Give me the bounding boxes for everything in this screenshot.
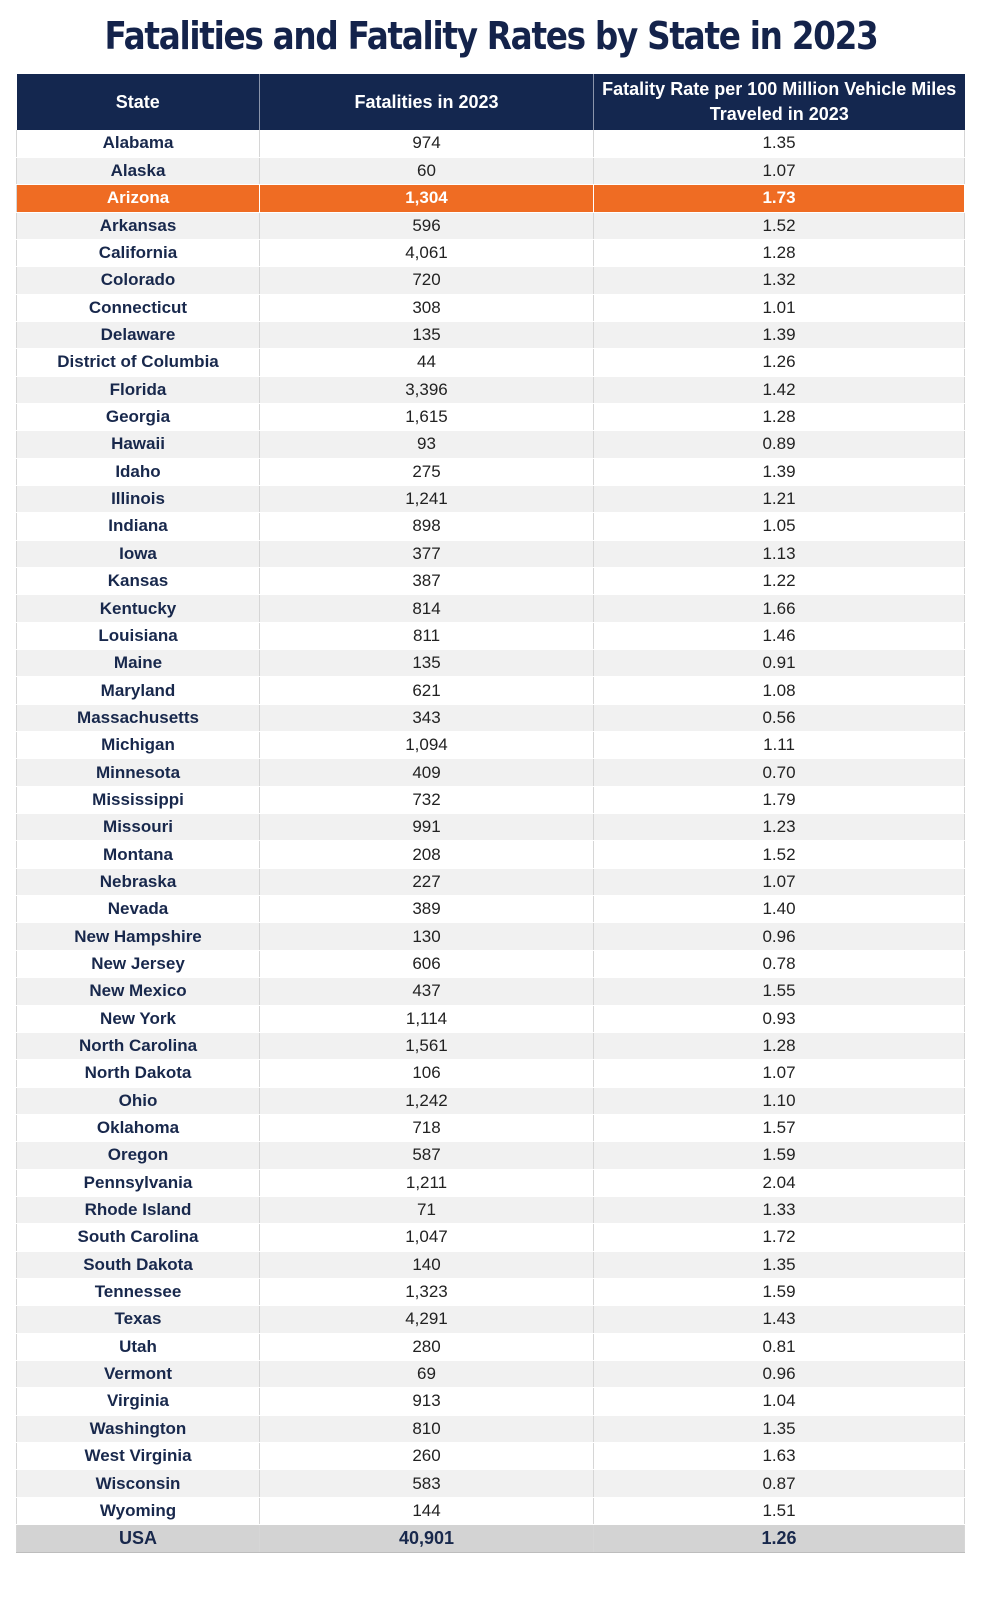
table-row xyxy=(17,650,965,677)
cell-fatalities: 106 xyxy=(260,1060,594,1087)
cell-fatalities: 596 xyxy=(260,212,594,239)
table-row xyxy=(17,595,965,622)
cell-fatalities: 275 xyxy=(260,458,594,485)
cell-fatalities: 810 xyxy=(260,1415,594,1442)
cell-state: Delaware xyxy=(17,321,260,348)
cell-fatalities: 991 xyxy=(260,814,594,841)
cell-fatalities: 606 xyxy=(260,950,594,977)
cell-fatalities: 1,242 xyxy=(260,1087,594,1114)
cell-fatalities: 135 xyxy=(260,321,594,348)
cell-fatalities: 4,291 xyxy=(260,1306,594,1333)
cell-rate: 1.07 xyxy=(594,157,965,184)
cell-fatalities: 4,061 xyxy=(260,239,594,266)
cell-rate: 1.04 xyxy=(594,1388,965,1415)
cell-rate: 1.28 xyxy=(594,239,965,266)
cell-state: Massachusetts xyxy=(17,704,260,731)
cell-state: Missouri xyxy=(17,814,260,841)
cell-fatalities: 69 xyxy=(260,1360,594,1387)
cell-fatalities: 814 xyxy=(260,595,594,622)
cell-fatalities: 227 xyxy=(260,868,594,895)
cell-state: Wyoming xyxy=(17,1497,260,1524)
cell-state: Kentucky xyxy=(17,595,260,622)
cell-rate: 1.13 xyxy=(594,540,965,567)
cell-state: Nebraska xyxy=(17,868,260,895)
table-row xyxy=(17,1415,965,1442)
cell-rate: 1.23 xyxy=(594,814,965,841)
cell-state: Kansas xyxy=(17,568,260,595)
total-cell-state: USA xyxy=(17,1525,260,1553)
cell-fatalities: 44 xyxy=(260,349,594,376)
cell-rate: 1.79 xyxy=(594,786,965,813)
total-cell-rate: 1.26 xyxy=(594,1525,965,1553)
cell-state: Georgia xyxy=(17,403,260,430)
cell-fatalities: 1,615 xyxy=(260,403,594,430)
table-row xyxy=(17,1142,965,1169)
cell-rate: 0.93 xyxy=(594,1005,965,1032)
table-row xyxy=(17,868,965,895)
cell-fatalities: 621 xyxy=(260,677,594,704)
table-row xyxy=(17,704,965,731)
table-row xyxy=(17,1087,965,1114)
cell-rate: 1.01 xyxy=(594,294,965,321)
cell-rate: 1.32 xyxy=(594,267,965,294)
table-row xyxy=(17,1388,965,1415)
cell-state: Rhode Island xyxy=(17,1196,260,1223)
cell-state: Illinois xyxy=(17,485,260,512)
cell-rate: 1.35 xyxy=(594,130,965,157)
table-row xyxy=(17,1196,965,1223)
cell-rate: 1.35 xyxy=(594,1415,965,1442)
cell-rate: 1.22 xyxy=(594,568,965,595)
cell-rate: 0.70 xyxy=(594,759,965,786)
table-row xyxy=(17,267,965,294)
cell-rate: 1.33 xyxy=(594,1196,965,1223)
cell-rate: 1.07 xyxy=(594,868,965,895)
cell-state: Indiana xyxy=(17,513,260,540)
cell-rate: 1.39 xyxy=(594,458,965,485)
cell-rate: 1.46 xyxy=(594,622,965,649)
cell-fatalities: 732 xyxy=(260,786,594,813)
cell-rate: 1.26 xyxy=(594,349,965,376)
column-header-fatality-rate: Fatality Rate per 100 Million Vehicle Miles Traveled in 2023 xyxy=(594,74,965,130)
cell-state: Tennessee xyxy=(17,1278,260,1305)
fatalities-table xyxy=(16,74,965,1553)
table-row xyxy=(17,540,965,567)
cell-rate: 2.04 xyxy=(594,1169,965,1196)
cell-rate: 1.51 xyxy=(594,1497,965,1524)
cell-state: Oklahoma xyxy=(17,1114,260,1141)
cell-rate: 1.11 xyxy=(594,732,965,759)
table-row xyxy=(17,403,965,430)
cell-state: Wisconsin xyxy=(17,1470,260,1497)
cell-state: Arkansas xyxy=(17,212,260,239)
cell-fatalities: 3,396 xyxy=(260,376,594,403)
cell-rate: 1.73 xyxy=(594,185,965,212)
table-row xyxy=(17,1497,965,1524)
cell-state: New Hampshire xyxy=(17,923,260,950)
cell-state: Alabama xyxy=(17,130,260,157)
table-row xyxy=(17,239,965,266)
cell-fatalities: 811 xyxy=(260,622,594,649)
page-title: Fatalities and Fatality Rates by State in 2023 xyxy=(104,14,878,58)
table-row xyxy=(17,622,965,649)
cell-fatalities: 308 xyxy=(260,294,594,321)
cell-state: Maine xyxy=(17,650,260,677)
cell-state: Mississippi xyxy=(17,786,260,813)
cell-state: Washington xyxy=(17,1415,260,1442)
cell-fatalities: 1,094 xyxy=(260,732,594,759)
cell-rate: 1.59 xyxy=(594,1278,965,1305)
cell-rate: 1.57 xyxy=(594,1114,965,1141)
cell-fatalities: 720 xyxy=(260,267,594,294)
table-row xyxy=(17,431,965,458)
table-row xyxy=(17,376,965,403)
table-row xyxy=(17,157,965,184)
table-row xyxy=(17,458,965,485)
column-header-state: State xyxy=(17,74,260,130)
cell-fatalities: 60 xyxy=(260,157,594,184)
cell-rate: 1.21 xyxy=(594,485,965,512)
table-row xyxy=(17,786,965,813)
cell-state: Texas xyxy=(17,1306,260,1333)
cell-rate: 1.10 xyxy=(594,1087,965,1114)
cell-fatalities: 1,561 xyxy=(260,1032,594,1059)
table-row xyxy=(17,568,965,595)
cell-rate: 1.72 xyxy=(594,1224,965,1251)
cell-fatalities: 140 xyxy=(260,1251,594,1278)
cell-state: Pennsylvania xyxy=(17,1169,260,1196)
cell-fatalities: 135 xyxy=(260,650,594,677)
cell-state: Michigan xyxy=(17,732,260,759)
table-row xyxy=(17,814,965,841)
cell-fatalities: 389 xyxy=(260,896,594,923)
cell-rate: 0.96 xyxy=(594,923,965,950)
cell-state: Colorado xyxy=(17,267,260,294)
cell-state: Louisiana xyxy=(17,622,260,649)
cell-state: North Dakota xyxy=(17,1060,260,1087)
cell-rate: 0.56 xyxy=(594,704,965,731)
table-row xyxy=(17,759,965,786)
table-row xyxy=(17,896,965,923)
cell-rate: 1.55 xyxy=(594,978,965,1005)
cell-state: Connecticut xyxy=(17,294,260,321)
cell-rate: 1.05 xyxy=(594,513,965,540)
cell-state: Montana xyxy=(17,841,260,868)
cell-state: Hawaii xyxy=(17,431,260,458)
total-row xyxy=(17,1525,965,1553)
cell-state: New Jersey xyxy=(17,950,260,977)
cell-state: Virginia xyxy=(17,1388,260,1415)
table-row xyxy=(17,1333,965,1360)
cell-fatalities: 1,241 xyxy=(260,485,594,512)
cell-rate: 0.87 xyxy=(594,1470,965,1497)
table-row xyxy=(17,1306,965,1333)
cell-state: Florida xyxy=(17,376,260,403)
cell-fatalities: 587 xyxy=(260,1142,594,1169)
cell-fatalities: 409 xyxy=(260,759,594,786)
cell-fatalities: 208 xyxy=(260,841,594,868)
cell-rate: 0.91 xyxy=(594,650,965,677)
cell-state: Alaska xyxy=(17,157,260,184)
cell-fatalities: 437 xyxy=(260,978,594,1005)
cell-state: California xyxy=(17,239,260,266)
table-row xyxy=(17,1278,965,1305)
cell-fatalities: 1,211 xyxy=(260,1169,594,1196)
cell-rate: 1.28 xyxy=(594,1032,965,1059)
table-row xyxy=(17,185,965,212)
table-row xyxy=(17,321,965,348)
table-row xyxy=(17,1224,965,1251)
cell-state: New Mexico xyxy=(17,978,260,1005)
cell-fatalities: 974 xyxy=(260,130,594,157)
table-row xyxy=(17,732,965,759)
cell-rate: 1.40 xyxy=(594,896,965,923)
table-row xyxy=(17,923,965,950)
cell-state: South Dakota xyxy=(17,1251,260,1278)
table-row xyxy=(17,1360,965,1387)
cell-rate: 0.81 xyxy=(594,1333,965,1360)
table-row xyxy=(17,212,965,239)
cell-rate: 1.63 xyxy=(594,1443,965,1470)
cell-state: Arizona xyxy=(17,185,260,212)
cell-rate: 1.39 xyxy=(594,321,965,348)
table-row xyxy=(17,1443,965,1470)
cell-rate: 1.52 xyxy=(594,212,965,239)
table-row xyxy=(17,130,965,157)
cell-fatalities: 1,114 xyxy=(260,1005,594,1032)
table-row xyxy=(17,1032,965,1059)
cell-fatalities: 71 xyxy=(260,1196,594,1223)
cell-fatalities: 1,323 xyxy=(260,1278,594,1305)
table-row xyxy=(17,677,965,704)
cell-state: Iowa xyxy=(17,540,260,567)
cell-rate: 1.52 xyxy=(594,841,965,868)
table-row xyxy=(17,1251,965,1278)
cell-fatalities: 377 xyxy=(260,540,594,567)
table-row xyxy=(17,294,965,321)
table-row xyxy=(17,1470,965,1497)
table-row xyxy=(17,1114,965,1141)
table-row xyxy=(17,1005,965,1032)
cell-state: West Virginia xyxy=(17,1443,260,1470)
cell-state: Minnesota xyxy=(17,759,260,786)
cell-fatalities: 898 xyxy=(260,513,594,540)
cell-rate: 1.28 xyxy=(594,403,965,430)
table-row xyxy=(17,950,965,977)
cell-fatalities: 913 xyxy=(260,1388,594,1415)
cell-fatalities: 144 xyxy=(260,1497,594,1524)
cell-state: Vermont xyxy=(17,1360,260,1387)
cell-fatalities: 93 xyxy=(260,431,594,458)
cell-fatalities: 130 xyxy=(260,923,594,950)
cell-state: Utah xyxy=(17,1333,260,1360)
total-cell-fatalities: 40,901 xyxy=(260,1525,594,1553)
cell-rate: 1.43 xyxy=(594,1306,965,1333)
cell-state: Oregon xyxy=(17,1142,260,1169)
cell-state: New York xyxy=(17,1005,260,1032)
cell-rate: 1.08 xyxy=(594,677,965,704)
table-row xyxy=(17,978,965,1005)
cell-state: South Carolina xyxy=(17,1224,260,1251)
cell-rate: 0.96 xyxy=(594,1360,965,1387)
cell-fatalities: 260 xyxy=(260,1443,594,1470)
cell-fatalities: 1,304 xyxy=(260,185,594,212)
cell-state: Maryland xyxy=(17,677,260,704)
column-header-fatalities: Fatalities in 2023 xyxy=(260,74,594,130)
cell-rate: 0.89 xyxy=(594,431,965,458)
table-header-row xyxy=(17,74,965,130)
table-row xyxy=(17,1060,965,1087)
cell-state: Idaho xyxy=(17,458,260,485)
cell-rate: 1.07 xyxy=(594,1060,965,1087)
cell-fatalities: 280 xyxy=(260,1333,594,1360)
cell-state: District of Columbia xyxy=(17,349,260,376)
cell-rate: 1.59 xyxy=(594,1142,965,1169)
cell-fatalities: 1,047 xyxy=(260,1224,594,1251)
cell-fatalities: 343 xyxy=(260,704,594,731)
table-row xyxy=(17,349,965,376)
cell-rate: 1.35 xyxy=(594,1251,965,1278)
cell-rate: 1.66 xyxy=(594,595,965,622)
cell-rate: 0.78 xyxy=(594,950,965,977)
table-row xyxy=(17,1169,965,1196)
cell-rate: 1.42 xyxy=(594,376,965,403)
cell-state: Nevada xyxy=(17,896,260,923)
cell-state: North Carolina xyxy=(17,1032,260,1059)
cell-fatalities: 718 xyxy=(260,1114,594,1141)
cell-fatalities: 583 xyxy=(260,1470,594,1497)
table-row xyxy=(17,841,965,868)
table-body xyxy=(17,130,965,1553)
cell-state: Ohio xyxy=(17,1087,260,1114)
table-row xyxy=(17,513,965,540)
cell-fatalities: 387 xyxy=(260,568,594,595)
table-row xyxy=(17,485,965,512)
